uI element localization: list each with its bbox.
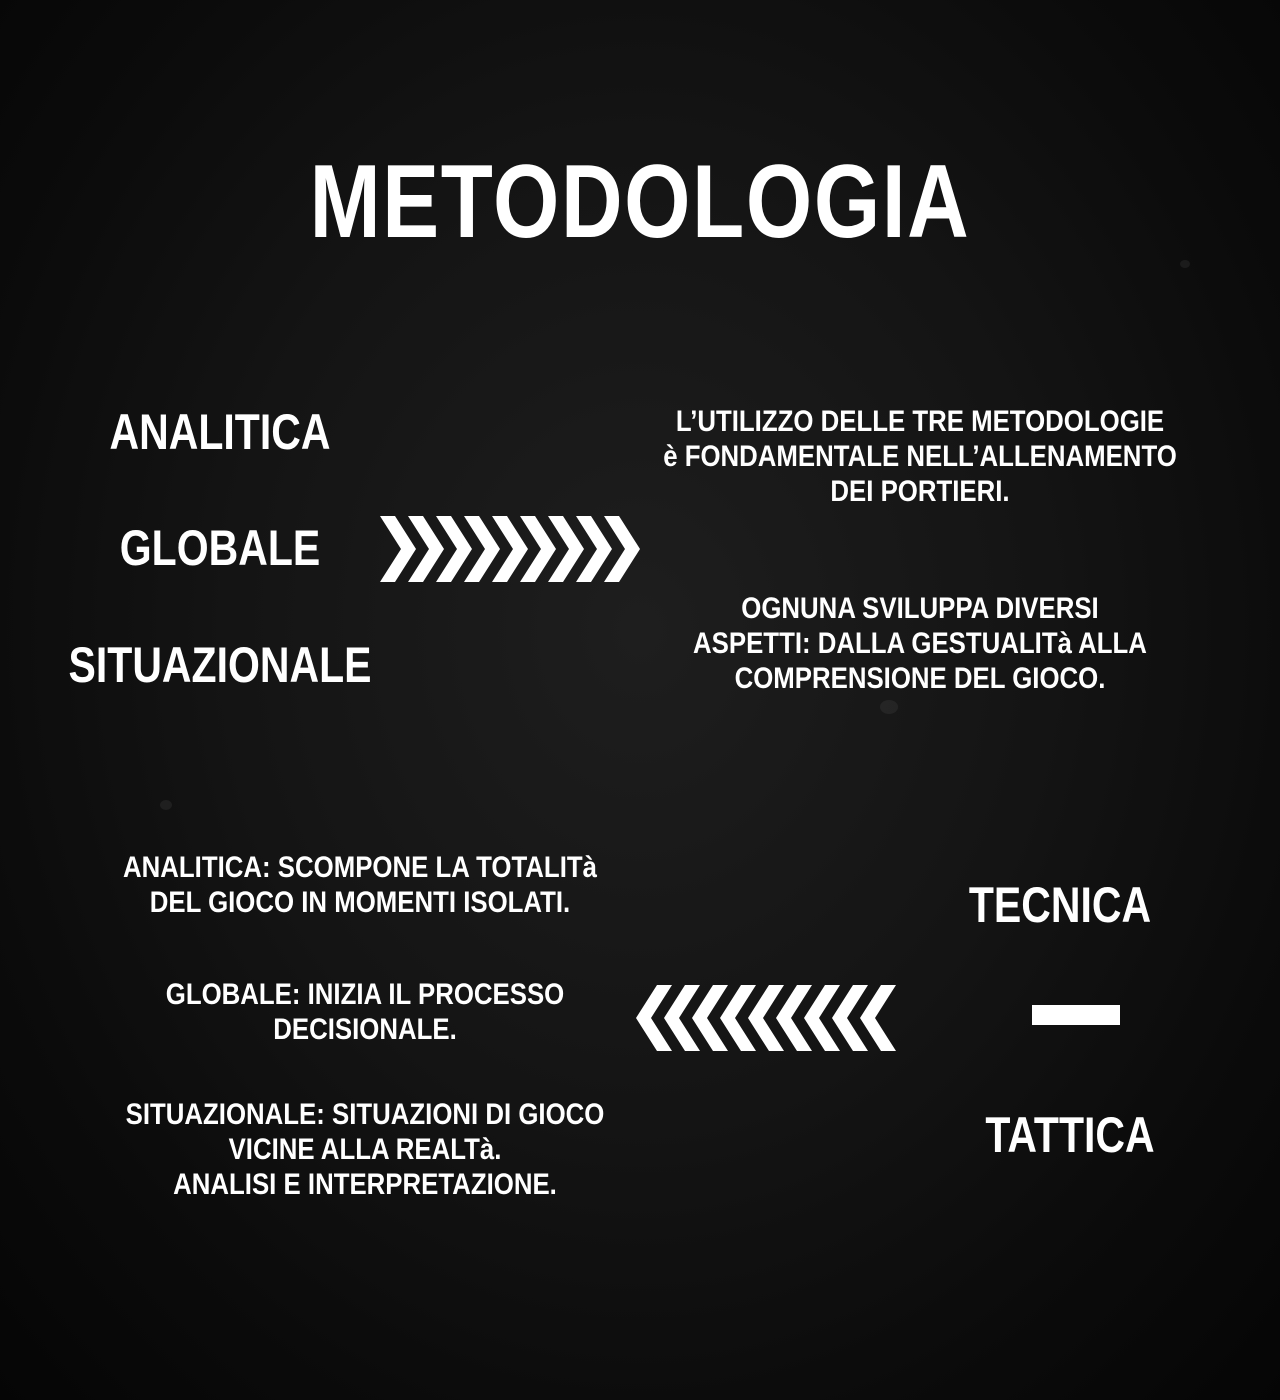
method-situazionale-label: SITUAZIONALE: [68, 637, 372, 693]
intro-line-1: L’UTILIZZO DELLE TRE METODOLOGIE: [675, 405, 1165, 438]
page-title: METODOLOGIA: [309, 144, 971, 260]
chalk-smudge: [880, 700, 898, 714]
chalk-smudge: [1180, 260, 1190, 268]
aspects-line-1: OGNUNA SVILUPPA DIVERSI: [741, 592, 1099, 625]
method-globale-label: GLOBALE: [119, 520, 321, 576]
chalk-smudge: [160, 800, 172, 810]
chevron-left-icon: [860, 985, 896, 1051]
situazionale-description-line-2: VICINE ALLA REALTà.: [228, 1133, 502, 1166]
aspects-line-3: COMPRENSIONE DEL GIOCO.: [734, 662, 1106, 695]
chevron-right-row-icon: [380, 516, 665, 582]
globale-description-line-2: DECISIONALE.: [273, 1013, 457, 1046]
dash-icon: [1032, 1005, 1120, 1025]
situazionale-description-line-3: ANALISI E INTERPRETAZIONE.: [173, 1168, 557, 1201]
aspects-text: [653, 591, 1186, 696]
globale-description: [86, 977, 645, 1047]
analitica-description-line-2: DEL GIOCO IN MOMENTI ISOLATI.: [149, 886, 571, 919]
analitica-description-line-1: ANALITICA: SCOMPONE LA TOTALITà: [123, 851, 597, 884]
intro-text: [645, 404, 1195, 509]
situazionale-description: [86, 1097, 645, 1202]
chevron-left-row-icon: [636, 985, 921, 1051]
situazionale-description-line-1: SITUAZIONALE: SITUAZIONI DI GIOCO: [125, 1098, 605, 1131]
intro-line-2: è FONDAMENTALE NELL’ALLENAMENTO: [663, 440, 1177, 473]
chevron-right-icon: [380, 516, 416, 582]
aspects-line-2: ASPETTI: DALLA GESTUALITà ALLA: [693, 627, 1147, 660]
tecnica-label: TECNICA: [968, 877, 1152, 933]
globale-description-line-1: GLOBALE: INIZIA IL PROCESSO: [165, 978, 565, 1011]
tattica-label: TATTICA: [985, 1107, 1155, 1163]
method-analitica-label: ANALITICA: [109, 404, 331, 460]
analitica-description: [85, 850, 635, 920]
intro-line-3: DEI PORTIERI.: [830, 475, 1010, 508]
